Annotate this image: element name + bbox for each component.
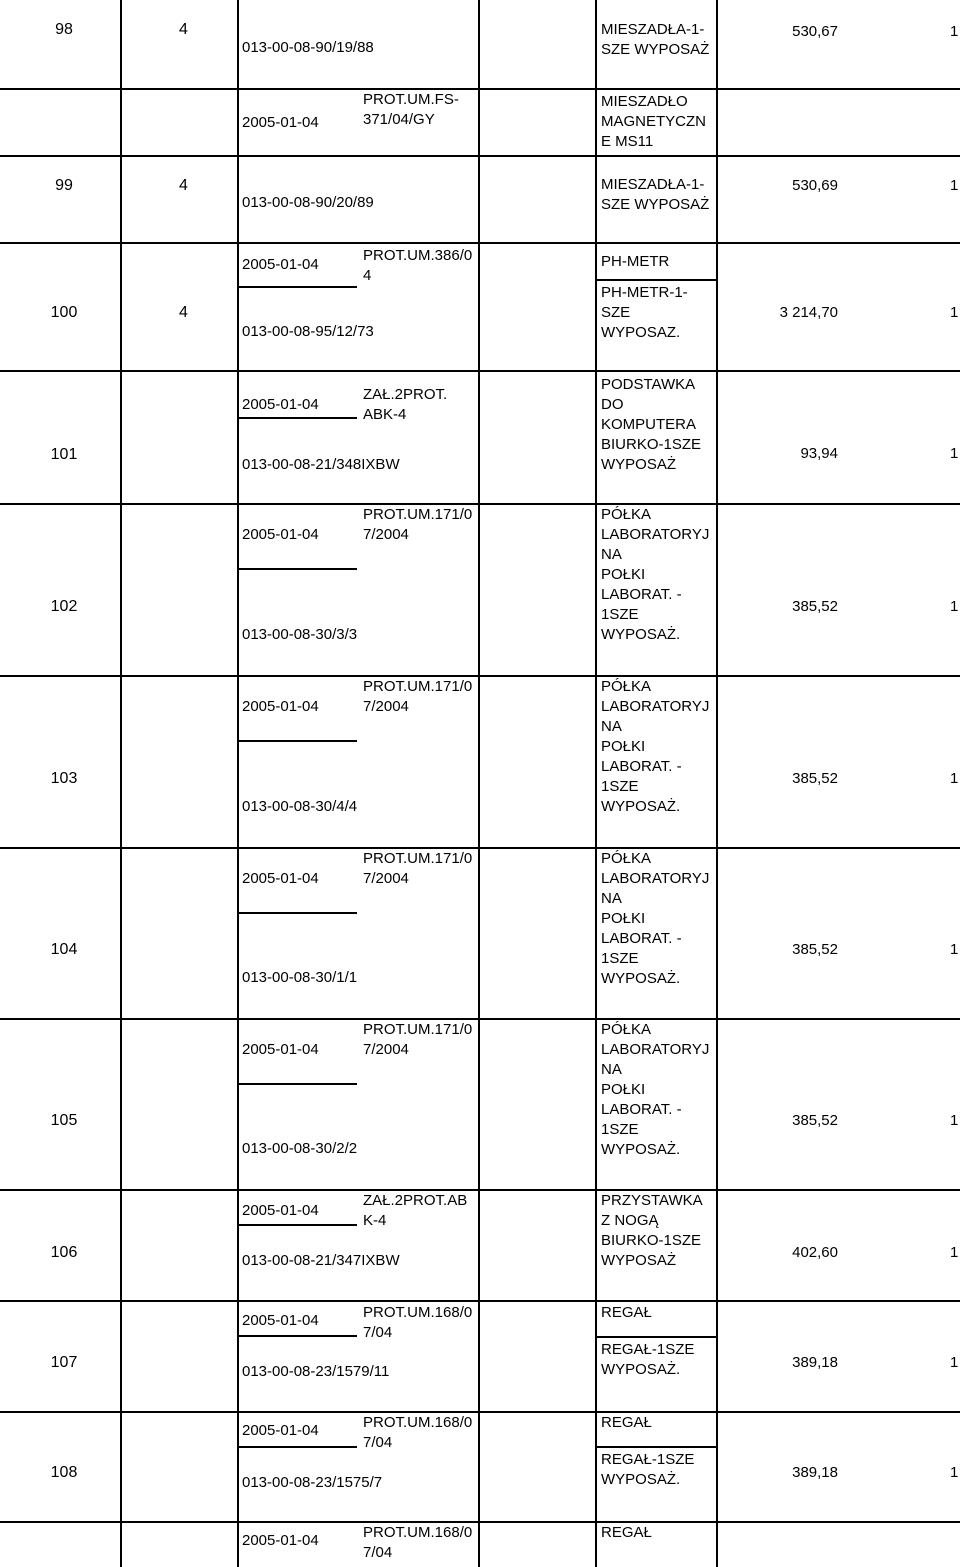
item-name: NA xyxy=(601,718,622,735)
cell-divider xyxy=(237,912,357,914)
document-ref: ZAŁ.2PROT.AB xyxy=(363,1192,468,1209)
inventory-number: 013-00-08-21/347IXBW xyxy=(242,1252,400,1269)
row-separator xyxy=(0,1521,960,1523)
item-name: MAGNETYCZN xyxy=(601,113,706,130)
document-ref: 7/2004 xyxy=(363,870,409,887)
count: 1 xyxy=(950,1354,959,1371)
item-subname: REGAŁ-1SZE xyxy=(601,1341,695,1358)
document-ref: 7/2004 xyxy=(363,698,409,715)
row-number: 103 xyxy=(50,770,78,787)
item-name: POŁKI xyxy=(601,910,646,927)
document-ref: 4 xyxy=(363,267,372,284)
column-rule xyxy=(595,0,597,1567)
item-subname: WYPOSAŻ. xyxy=(601,1361,681,1378)
document-ref: ABK-4 xyxy=(363,406,407,423)
inventory-number: 013-00-08-30/2/2 xyxy=(242,1140,358,1157)
document-ref: 7/04 xyxy=(363,1324,393,1341)
quantity: 4 xyxy=(179,21,188,38)
date: 2005-01-04 xyxy=(242,1202,319,1219)
value: 385,52 xyxy=(792,598,838,615)
item-subname: PH-METR-1- xyxy=(601,284,688,301)
row-separator xyxy=(0,370,960,372)
cell-divider xyxy=(595,1336,716,1338)
document-ref: ZAŁ.2PROT. xyxy=(363,386,448,403)
row-separator xyxy=(0,242,960,244)
value: 402,60 xyxy=(792,1244,838,1261)
quantity: 4 xyxy=(179,304,188,321)
count: 1 xyxy=(950,1112,959,1129)
column-rule xyxy=(120,0,122,1567)
document-ref: PROT.UM.386/0 xyxy=(363,247,473,264)
value: 389,18 xyxy=(792,1354,838,1371)
item-name: POŁKI xyxy=(601,566,646,583)
cell-divider xyxy=(237,286,357,288)
document-ref: 7/2004 xyxy=(363,526,409,543)
row-number: 107 xyxy=(50,1354,78,1371)
count: 1 xyxy=(950,941,959,958)
item-subname: SZE xyxy=(601,304,631,321)
item-name: PÓŁKA xyxy=(601,506,652,523)
value: 530,69 xyxy=(792,177,838,194)
document-ref: PROT.UM.171/0 xyxy=(363,678,473,695)
cell-divider xyxy=(237,1224,357,1226)
cell-divider xyxy=(595,279,716,281)
document-ref: PROT.UM.168/0 xyxy=(363,1524,473,1541)
row-separator xyxy=(0,1411,960,1413)
item-subname: MIESZADŁA-1- xyxy=(601,21,705,38)
count: 1 xyxy=(950,177,959,194)
item-name: REGAŁ xyxy=(601,1524,652,1541)
cell-divider xyxy=(595,1446,716,1448)
document-ref: PROT.UM.171/0 xyxy=(363,1021,473,1038)
row-number: 104 xyxy=(50,941,78,958)
item-name: NA xyxy=(601,890,622,907)
row-separator xyxy=(0,1189,960,1191)
value: 530,67 xyxy=(792,23,838,40)
column-rule xyxy=(478,0,480,1567)
document-ref: 371/04/GY xyxy=(363,111,435,128)
item-name: LABORATORYJ xyxy=(601,526,710,543)
document-ref: 7/2004 xyxy=(363,1041,409,1058)
row-number: 106 xyxy=(50,1244,78,1261)
item-name: E MS11 xyxy=(601,133,654,150)
document-ref: 7/04 xyxy=(363,1544,393,1561)
row-separator xyxy=(0,155,960,157)
value: 3 214,70 xyxy=(779,304,838,321)
item-name: NA xyxy=(601,546,622,563)
row-separator xyxy=(0,88,960,90)
item-name: WYPOSAŻ. xyxy=(601,626,681,643)
date: 2005-01-04 xyxy=(242,698,319,715)
item-name: LABORATORYJ xyxy=(601,1041,710,1058)
row-number: 102 xyxy=(50,598,78,615)
value: 389,18 xyxy=(792,1464,838,1481)
count: 1 xyxy=(950,445,959,462)
inventory-number: 013-00-08-90/19/88 xyxy=(242,39,374,56)
date: 2005-01-04 xyxy=(242,1532,319,1549)
item-name: BIURKO-1SZE xyxy=(601,436,702,453)
inventory-number: 013-00-08-95/12/73 xyxy=(242,323,374,340)
row-separator xyxy=(0,675,960,677)
row-number: 100 xyxy=(50,304,78,321)
date: 2005-01-04 xyxy=(242,256,319,273)
item-name: PRZYSTAWKA xyxy=(601,1192,703,1209)
item-name: MIESZADŁO xyxy=(601,93,688,110)
item-name: REGAŁ xyxy=(601,1304,652,1321)
date: 2005-01-04 xyxy=(242,1312,319,1329)
item-name: LABORAT. - xyxy=(601,1101,682,1118)
item-name: 1SZE xyxy=(601,778,639,795)
count: 1 xyxy=(950,770,959,787)
inventory-number: 013-00-08-30/4/4 xyxy=(242,798,358,815)
item-name: WYPOSAŻ. xyxy=(601,970,681,987)
item-subname: SZE WYPOSAŻ xyxy=(601,41,710,58)
item-name: LABORAT. - xyxy=(601,758,682,775)
count: 1 xyxy=(950,598,959,615)
inventory-number: 013-00-08-21/348IXBW xyxy=(242,456,400,473)
item-name: WYPOSAŻ. xyxy=(601,798,681,815)
value: 93,94 xyxy=(800,445,838,462)
item-name: NA xyxy=(601,1061,622,1078)
date: 2005-01-04 xyxy=(242,1422,319,1439)
date: 2005-01-04 xyxy=(242,114,319,131)
row-number: 108 xyxy=(50,1464,78,1481)
item-name: LABORAT. - xyxy=(601,930,682,947)
row-separator xyxy=(0,1300,960,1302)
count: 1 xyxy=(950,1244,959,1261)
item-name: POŁKI xyxy=(601,738,646,755)
inventory-number: 013-00-08-23/1579/11 xyxy=(242,1363,390,1380)
document-ref: PROT.UM.FS- xyxy=(363,91,459,108)
item-name: PÓŁKA xyxy=(601,678,652,695)
item-subname: SZE WYPOSAŻ xyxy=(601,196,710,213)
item-name: WYPOSAŻ xyxy=(601,456,677,473)
row-separator xyxy=(0,847,960,849)
document-ref: PROT.UM.171/0 xyxy=(363,850,473,867)
cell-divider xyxy=(237,568,357,570)
count: 1 xyxy=(950,304,959,321)
cell-divider xyxy=(237,1335,357,1337)
item-name: PODSTAWKA xyxy=(601,376,696,393)
item-name: BIURKO-1SZE xyxy=(601,1232,702,1249)
item-name: 1SZE xyxy=(601,1121,639,1138)
inventory-number: 013-00-08-90/20/89 xyxy=(242,194,374,211)
item-name: 1SZE xyxy=(601,950,639,967)
row-number: 101 xyxy=(50,446,78,463)
item-name: DO xyxy=(601,396,624,413)
count: 1 xyxy=(950,1464,959,1481)
document-ref: PROT.UM.171/0 xyxy=(363,506,473,523)
count: 1 xyxy=(950,23,959,40)
row-number: 99 xyxy=(55,177,73,194)
date: 2005-01-04 xyxy=(242,870,319,887)
date: 2005-01-04 xyxy=(242,526,319,543)
item-name: LABORAT. - xyxy=(601,586,682,603)
item-subname: WYPOSAZ. xyxy=(601,324,681,341)
item-subname: REGAŁ-1SZE xyxy=(601,1451,695,1468)
item-name: PH-METR xyxy=(601,253,670,270)
cell-divider xyxy=(237,1083,357,1085)
item-name: PÓŁKA xyxy=(601,1021,652,1038)
cell-divider xyxy=(237,740,357,742)
inventory-number: 013-00-08-30/3/3 xyxy=(242,626,358,643)
column-rule xyxy=(716,0,718,1567)
row-number: 105 xyxy=(50,1112,78,1129)
item-subname: WYPOSAŻ. xyxy=(601,1471,681,1488)
item-name: Z NOGĄ xyxy=(601,1212,659,1229)
item-name: PÓŁKA xyxy=(601,850,652,867)
cell-divider xyxy=(237,417,357,419)
document-ref: PROT.UM.168/0 xyxy=(363,1414,473,1431)
item-name: LABORATORYJ xyxy=(601,698,710,715)
quantity: 4 xyxy=(179,177,188,194)
item-name: KOMPUTERA xyxy=(601,416,697,433)
inventory-number: 013-00-08-30/1/1 xyxy=(242,969,358,986)
column-rule xyxy=(237,0,239,1567)
date: 2005-01-04 xyxy=(242,396,319,413)
document-ref: 7/04 xyxy=(363,1434,393,1451)
inventory-number: 013-00-08-23/1575/7 xyxy=(242,1474,383,1491)
value: 385,52 xyxy=(792,1112,838,1129)
document-ref: K-4 xyxy=(363,1212,387,1229)
item-name: LABORATORYJ xyxy=(601,870,710,887)
document-ref: PROT.UM.168/0 xyxy=(363,1304,473,1321)
row-separator xyxy=(0,1018,960,1020)
date: 2005-01-04 xyxy=(242,1041,319,1058)
item-name: 1SZE xyxy=(601,606,639,623)
item-subname: MIESZADŁA-1- xyxy=(601,176,705,193)
item-name: POŁKI xyxy=(601,1081,646,1098)
item-name: WYPOSAŻ. xyxy=(601,1141,681,1158)
value: 385,52 xyxy=(792,941,838,958)
item-name: WYPOSAŻ xyxy=(601,1252,677,1269)
row-separator xyxy=(0,503,960,505)
cell-divider xyxy=(237,1446,357,1448)
item-name: REGAŁ xyxy=(601,1414,652,1431)
row-number: 98 xyxy=(55,21,73,38)
value: 385,52 xyxy=(792,770,838,787)
